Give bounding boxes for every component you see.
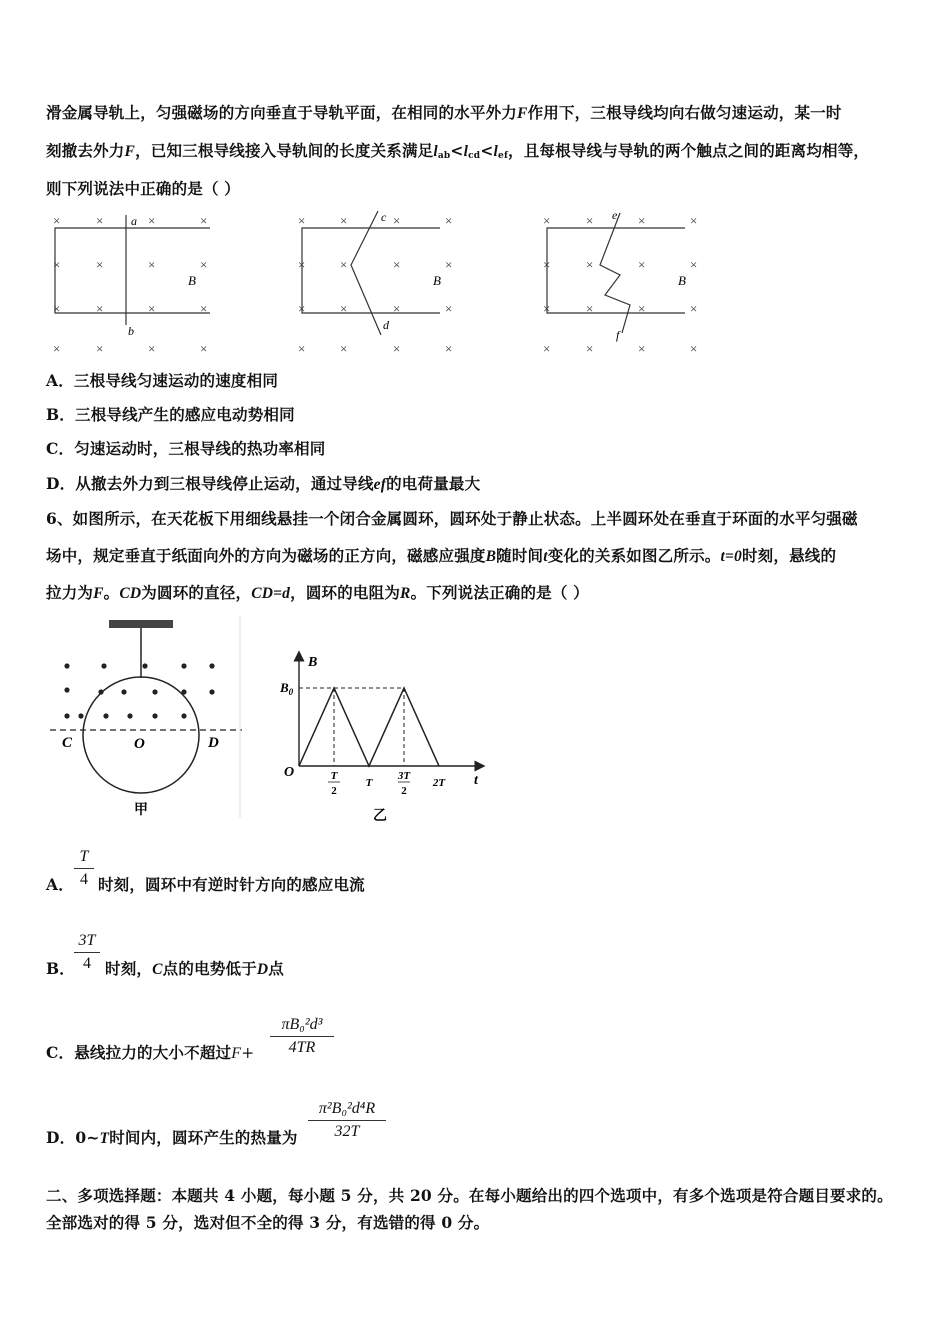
rails-diagram-ab: [55, 215, 210, 325]
field-dot: [142, 663, 147, 668]
cross-mark: ×: [393, 301, 401, 316]
cross-mark: ×: [393, 341, 401, 355]
q5-line3: 则下列说法中正确的是（ ）: [46, 179, 240, 198]
q6-option-b: B． 时刻，C点的电势低于D点: [46, 959, 284, 978]
cross-mark: ×: [200, 213, 208, 228]
cross-mark: ×: [638, 341, 646, 355]
label-C: C: [62, 735, 73, 751]
label-a: a: [131, 214, 137, 228]
q5-option-c: C．匀速运动时，三根导线的热功率相同: [46, 439, 326, 458]
bt-series-line: [299, 688, 439, 766]
x-tick-label: 2T: [432, 777, 446, 789]
q5-option-d: D．从撤去外力到三根导线停止运动，通过导线ef的电荷量最大: [46, 474, 481, 493]
cross-mark: ×: [148, 257, 156, 272]
ceiling: [109, 620, 173, 628]
field-dot: [64, 663, 69, 668]
cross-mark: ×: [96, 257, 104, 272]
cross-mark: ×: [200, 301, 208, 316]
cross-mark: ×: [638, 213, 646, 228]
cross-mark: ×: [298, 213, 306, 228]
q5-rails-figure: [40, 205, 720, 355]
label-e: e: [612, 208, 618, 222]
cross-mark: ×: [690, 341, 698, 355]
cross-mark: ×: [340, 301, 348, 316]
cross-mark: ×: [298, 341, 306, 355]
origin-label: O: [284, 765, 295, 780]
x-tick-label: 2: [331, 785, 337, 797]
x-tick-label: 3T: [397, 770, 411, 782]
cross-mark: ×: [586, 301, 594, 316]
x-tick-label: T: [330, 770, 338, 782]
field-dot: [101, 663, 106, 668]
label-B3: B: [678, 273, 686, 288]
q6-line1: 6、如图所示，在天花板下用细线悬挂一个闭合金属圆环，圆环处于静止状态。上半圆环处在垂直于环面的水平匀强磁: [46, 509, 858, 528]
cross-mark: ×: [53, 301, 61, 316]
field-dots: [64, 663, 214, 718]
field-dot: [121, 689, 126, 694]
x-tick-label: 2: [401, 785, 407, 797]
field-dot: [181, 663, 186, 668]
x-tick-label: T: [365, 777, 373, 789]
field-dot: [152, 713, 157, 718]
y-axis-label: B: [308, 655, 318, 670]
cross-mark: ×: [586, 213, 594, 228]
optA-fraction: T 4: [74, 848, 94, 889]
section2-line2: 全部选对的得 5 分，选对但不全的得 3 分，有选错的得 0 分。: [46, 1213, 490, 1232]
cross-mark: ×: [445, 213, 453, 228]
label-d: d: [383, 318, 389, 332]
label-c: c: [381, 210, 387, 224]
cross-mark: ×: [96, 341, 104, 355]
cross-mark: ×: [586, 257, 594, 272]
cross-mark: ×: [445, 341, 453, 355]
cross-mark: ×: [690, 213, 698, 228]
cross-mark: ×: [96, 301, 104, 316]
cross-mark: ×: [543, 301, 551, 316]
q6-option-c: C．悬线拉力的大小不超过F+: [46, 1043, 255, 1062]
field-dot: [181, 713, 186, 718]
label-f: f: [616, 328, 620, 342]
cross-mark: ×: [53, 341, 61, 355]
q6-ring-figure: [44, 612, 244, 822]
cross-mark: ×: [298, 257, 306, 272]
cross-mark: ×: [298, 301, 306, 316]
q5-option-a: A．三根导线匀速运动的速度相同: [46, 371, 279, 390]
label-b: b: [128, 324, 134, 338]
rails-diagram-cd: [302, 211, 440, 335]
cross-mark: ×: [340, 257, 348, 272]
section2-line1: 二、多项选择题：本题共 4 小题，每小题 5 分，共 20 分。在每小题给出的四个选项中，有多个选项是符合题目要求的。: [46, 1186, 893, 1205]
cross-mark: ×: [53, 213, 61, 228]
field-dot: [127, 713, 132, 718]
cross-mark: ×: [690, 301, 698, 316]
rails-diagram-ef: [547, 213, 685, 333]
label-B2: B: [433, 273, 441, 288]
q5-option-b: B．三根导线产生的感应电动势相同: [46, 405, 295, 424]
q6-option-d: D．0~T时间内，圆环产生的热量为: [46, 1128, 298, 1147]
optC-fraction: πB₀²d³ 4TR: [270, 1016, 334, 1057]
field-dot: [152, 689, 157, 694]
cross-mark: ×: [543, 257, 551, 272]
optD-fraction: π²B₀²d⁴R 32T: [308, 1100, 386, 1141]
label-B1: B: [188, 273, 196, 288]
cross-mark: ×: [96, 213, 104, 228]
cross-mark: ×: [638, 301, 646, 316]
field-dot: [181, 689, 186, 694]
label-D: D: [208, 735, 219, 751]
cross-mark: ×: [445, 301, 453, 316]
q5-line1: 滑金属导轨上，匀强磁场的方向垂直于导轨平面，在相同的水平外力F作用下，三根导线均向右做匀速运动，某一时: [46, 103, 842, 122]
cross-mark: ×: [543, 341, 551, 355]
caption-yi: 乙: [373, 809, 387, 824]
q5-line2: 刻撤去外力F，已知三根导线接入导轨间的长度关系满足$l_{ab}<l_{cd}<l_{ef}$，且每根导线与导轨的两个触点之间的距离均相等，: [46, 141, 870, 161]
field-dot: [64, 713, 69, 718]
cross-mark: ×: [393, 257, 401, 272]
label-O: O: [134, 736, 145, 752]
cross-mark: ×: [690, 257, 698, 272]
q6-line3: 拉力为F。CD为圆环的直径，CD=d，圆环的电阻为R。下列说法正确的是（ ）: [46, 583, 589, 602]
peak-guides: [334, 688, 404, 766]
cross-mark: ×: [200, 257, 208, 272]
cross-mark: ×: [543, 213, 551, 228]
rails-crosses: [53, 213, 697, 355]
cross-mark: ×: [148, 301, 156, 316]
q6-option-a: A． 时刻，圆环中有逆时针方向的感应电流: [46, 875, 365, 894]
cross-mark: ×: [148, 341, 156, 355]
b0-label: $B_0$: [280, 680, 294, 697]
q6-bt-graph: [278, 648, 488, 828]
cross-mark: ×: [586, 341, 594, 355]
field-dot: [103, 713, 108, 718]
cross-mark: ×: [638, 257, 646, 272]
field-dot: [98, 689, 103, 694]
cross-mark: ×: [53, 257, 61, 272]
x-tick-labels: [328, 770, 446, 797]
q6-line2: 场中，规定垂直于纸面向外的方向为磁场的正方向，磁感应强度B随时间t变化的关系如图乙所示。t=0时刻，悬线的: [46, 546, 837, 565]
cross-mark: ×: [445, 257, 453, 272]
optB-fraction: 3T 4: [74, 932, 100, 973]
field-dot: [209, 689, 214, 694]
field-dot: [78, 713, 83, 718]
cross-mark: ×: [200, 341, 208, 355]
caption-jia: 甲: [134, 803, 148, 818]
cross-mark: ×: [340, 341, 348, 355]
cross-mark: ×: [393, 213, 401, 228]
field-dot: [64, 687, 69, 692]
field-dot: [209, 663, 214, 668]
x-axis-label: t: [474, 773, 478, 788]
cross-mark: ×: [340, 213, 348, 228]
cross-mark: ×: [148, 213, 156, 228]
